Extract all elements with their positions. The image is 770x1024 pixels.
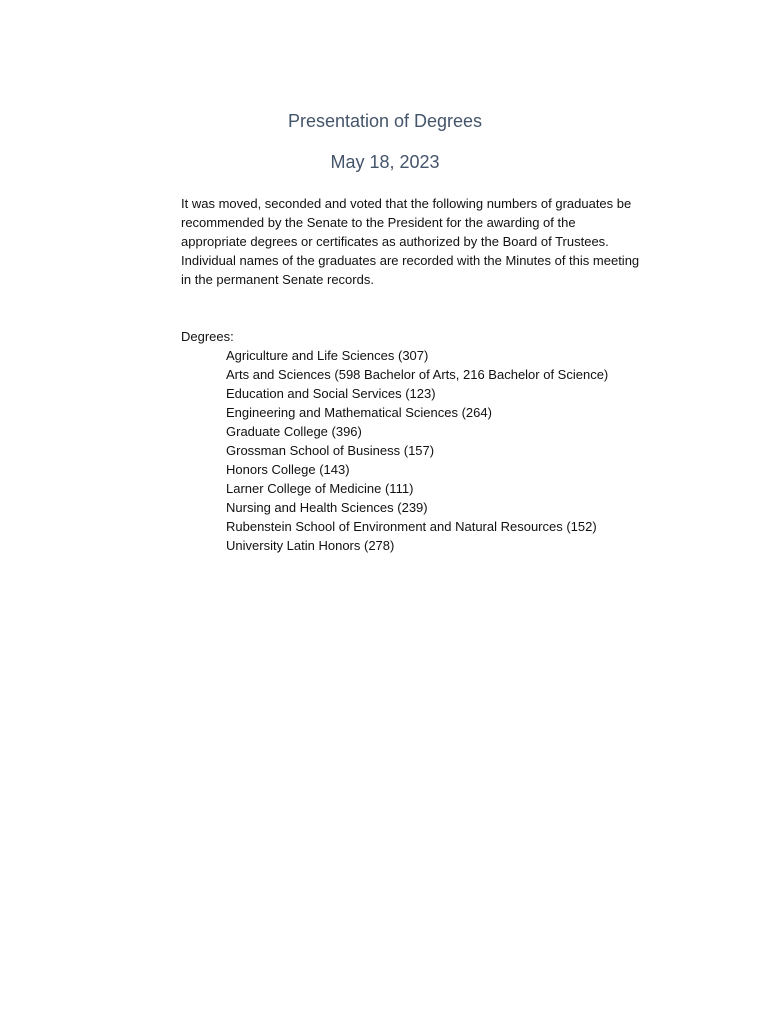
degree-item: Larner College of Medicine (111) — [226, 481, 414, 496]
paragraph-line: recommended by the Senate to the President for the awarding of the — [181, 215, 576, 230]
degrees-heading: Degrees: — [181, 329, 234, 344]
page-title: Presentation of Degrees — [287, 111, 483, 131]
paragraph-line: in the permanent Senate records. — [181, 272, 374, 287]
motion-paragraph — [181, 194, 691, 289]
paragraph-line: appropriate degrees or certificates as authorized by the Board of Trustees. — [181, 234, 609, 249]
paragraph-line: Individual names of the graduates are recorded with the Minutes of this meeting — [181, 253, 640, 268]
meeting-date: May 18, 2023 — [330, 152, 440, 172]
degree-item: Grossman School of Business (157) — [226, 443, 435, 458]
degree-item: Nursing and Health Sciences (239) — [226, 500, 428, 515]
degree-item: Graduate College (396) — [226, 424, 362, 439]
degree-item: Education and Social Services (123) — [226, 386, 436, 401]
degree-item: Rubenstein School of Environment and Natural Resources (152) — [226, 519, 597, 534]
degree-item: Agriculture and Life Sciences (307) — [226, 348, 429, 363]
degree-item: Arts and Sciences (598 Bachelor of Arts, 216 Bachelor of Science) — [226, 367, 609, 382]
degree-item: Engineering and Mathematical Sciences (264) — [226, 405, 492, 420]
degree-item: University Latin Honors (278) — [226, 538, 395, 553]
degree-list — [226, 346, 608, 555]
degree-item: Honors College (143) — [226, 462, 350, 477]
paragraph-line: It was moved, seconded and voted that the following numbers of graduates be — [181, 196, 632, 211]
